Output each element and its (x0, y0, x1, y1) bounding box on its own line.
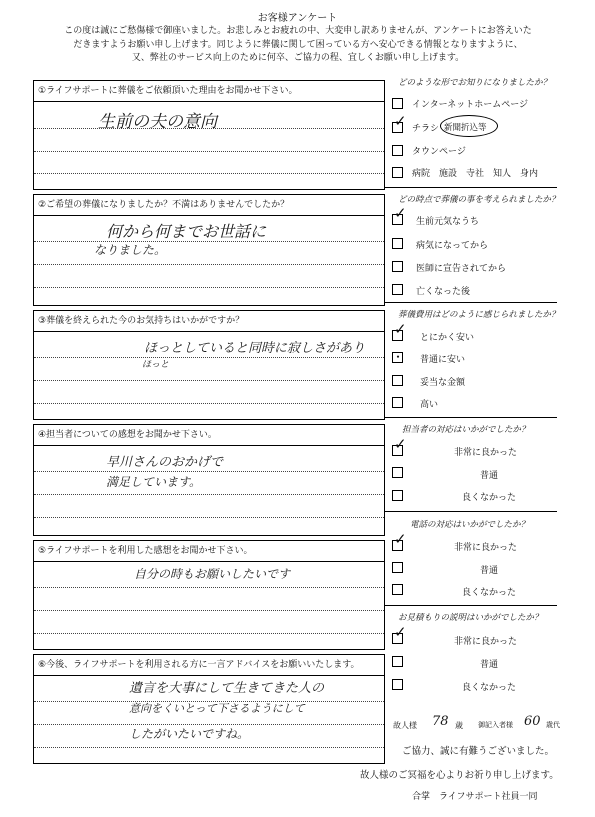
check-mark: ✓ (394, 623, 407, 641)
question-3-label: ③葬儀を終えられた今のお気持ちはいかがですか？ (34, 311, 384, 332)
side-1-checkbox-4[interactable] (392, 167, 403, 178)
side-divider (384, 511, 557, 512)
side-divider (384, 605, 557, 606)
side-3-checkbox-4[interactable] (392, 397, 403, 408)
side-6-option-3: 良くなかった (462, 683, 517, 693)
side-5-option-1: 非常に良かった (454, 543, 518, 553)
check-mark: ✓ (394, 530, 407, 548)
question-3-answer-line-2: ほっと (142, 360, 170, 370)
question-2-box (33, 194, 385, 306)
side-2-heading: どの時点で葬儀の事を考えられましたか？ (398, 195, 560, 205)
side-3-heading: 葬儀費用はどのように感じられましたか？ (398, 310, 560, 320)
side-3-option-2: 普通に安い (420, 355, 466, 365)
side-3-option-4: 高い (420, 400, 439, 410)
side-1-checkbox-1[interactable] (392, 98, 403, 109)
side-5-checkbox-3[interactable] (392, 584, 403, 595)
check-mark: ✓ (394, 320, 407, 338)
question-4-box (33, 424, 385, 536)
question-5-box (33, 540, 385, 650)
side-5-checkbox-2[interactable] (392, 562, 403, 573)
question-6-answer-line-1: 遺言を大事にして生きてきた人の (129, 681, 325, 696)
side-1-option-2: チラシ (412, 124, 440, 134)
side-4-option-1: 非常に良かった (454, 448, 518, 458)
survey-title: お客様アンケート (257, 13, 338, 24)
question-5-label: ⑤ライフサポートを利用した感想をお聞かせ下さい。 (34, 541, 384, 562)
deceased-age-unit: 歳 (455, 721, 463, 730)
side-2-checkbox-4[interactable] (392, 284, 403, 295)
question-1-label: ①ライフサポートに葬儀をご依頼頂いた理由をお聞かせ下さい。 (34, 81, 384, 102)
side-4-option-2: 普通 (480, 471, 499, 481)
side-5-heading: 電話の対応はいかがでしたか？ (410, 520, 530, 530)
question-1-box (33, 80, 385, 190)
side-4-checkbox-2[interactable] (392, 467, 403, 478)
question-4-answer-line-1: 早川さんのおかげで (106, 455, 224, 470)
side-2-option-4: 亡くなった後 (416, 287, 471, 297)
side-6-option-2: 普通 (480, 660, 499, 670)
writer-age-label: 御記入者様 (478, 721, 513, 729)
deceased-age-label: 故人様 (393, 721, 417, 730)
thanks-text: ご協力、誠に有難うございました。 (402, 746, 555, 757)
side-5-option-3: 良くなかった (462, 588, 517, 598)
side-3-option-1: とにかく安い (420, 333, 475, 343)
check-mark: ✓ (394, 435, 407, 453)
intro-text: この度は誠にご愁傷様で御座いました。お悲しみとお疲れの中、大変申し訳ありませんが、アンケートにお答えいた だきますようお願い申し上げます。同じように葬儀に関して困っている方へ安心できる情報となりますように、 又、弊社のサービス向上のために何卒、ご協力の程、宜しくお願い申し上げます。 (64, 26, 532, 63)
question-2-label: ②ご希望の葬儀になりましたか？不満はありませんでしたか？ (34, 195, 384, 216)
question-2-answer-line-1: 何から何までお世話に (106, 222, 267, 241)
writer-age-value: 60 (524, 714, 541, 729)
side-divider (384, 417, 557, 418)
question-3-answer-line-1: ほっとしていると同時に寂しさがあり (144, 341, 366, 356)
deceased-age-value: 78 (432, 714, 449, 729)
side-2-option-3: 医師に宣告されてから (416, 264, 507, 274)
side-1-option-4: タウンページ (412, 147, 466, 157)
side-3-option-3: 妥当な金額 (420, 378, 466, 388)
side-6-option-1: 非常に良かった (454, 637, 518, 647)
side-4-checkbox-3[interactable] (392, 490, 403, 501)
side-1-checkbox-3[interactable] (392, 145, 403, 156)
side-2-checkbox-2[interactable] (392, 238, 403, 249)
check-mark: ✓ (394, 112, 407, 130)
signature-text: 合掌 ライフサポート社員一同 (412, 792, 538, 802)
question-5-answer-line-1: 自分の時もお願いしたいです (134, 567, 291, 581)
side-4-option-3: 良くなかった (462, 493, 517, 503)
side-divider (384, 302, 557, 303)
question-4-label: ④担当者についての感想をお聞かせ下さい。 (34, 425, 384, 446)
writer-age-unit: 歳代 (546, 721, 560, 729)
question-2-answer-line-2: なりました。 (94, 243, 167, 257)
side-2-option-1: 生前元気なうち (416, 217, 480, 227)
dot-mark: ・ (392, 350, 405, 364)
side-1-option-1: インターネットホームページ (412, 100, 529, 110)
side-4-heading: 担当者の対応はいかがでしたか？ (402, 425, 530, 435)
question-6-answer-line-2: 意向をくいとって下さるようにして (129, 702, 305, 715)
question-6-answer-line-3: したがいたいですね。 (129, 727, 250, 741)
side-1-option-5: 病院 施設 寺社 知人 身内 (412, 169, 539, 179)
side-5-option-2: 普通 (480, 566, 499, 576)
question-6-box (33, 654, 385, 764)
side-1-option-3: 新聞折込等 (444, 123, 487, 133)
question-3-box (33, 310, 385, 420)
question-4-answer-line-2: 満足しています。 (106, 475, 202, 489)
side-1-heading: どのような形でお知りになりましたか？ (398, 78, 552, 88)
side-6-heading: お見積もりの説明はいかがでしたか？ (398, 613, 543, 623)
question-6-label: ⑥今後、ライフサポートを利用される方に一言アドバイスをお願いいたします。 (34, 655, 384, 676)
side-6-checkbox-3[interactable] (392, 679, 403, 690)
question-1-answer-line-1: 生前の夫の意向 (98, 112, 217, 132)
check-mark: ✓ (394, 204, 407, 222)
side-divider (384, 187, 557, 188)
side-2-checkbox-3[interactable] (392, 261, 403, 272)
side-6-checkbox-2[interactable] (392, 656, 403, 667)
side-2-option-2: 病気になってから (416, 241, 489, 251)
side-3-checkbox-3[interactable] (392, 375, 403, 386)
prayer-text: 故人様のご冥福を心よりお祈り申し上げます。 (360, 770, 559, 781)
